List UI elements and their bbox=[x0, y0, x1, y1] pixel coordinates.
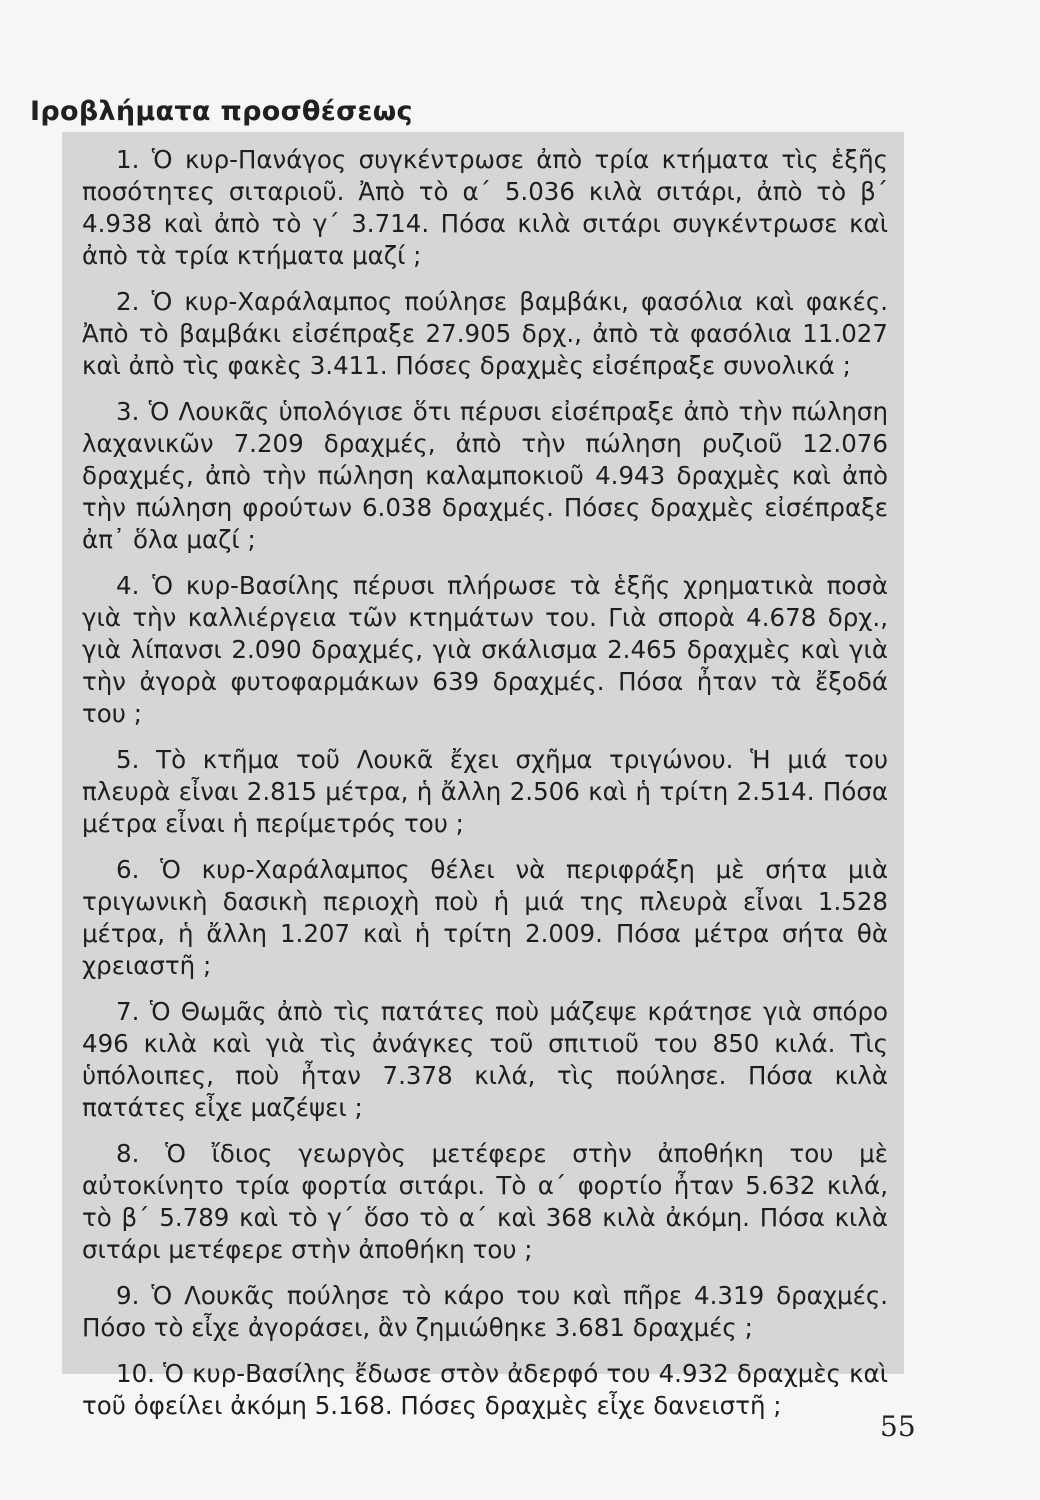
problems-panel bbox=[62, 132, 904, 1420]
problem-9 bbox=[82, 1280, 888, 1344]
problem-number: 4. bbox=[116, 571, 140, 600]
problem-4 bbox=[82, 570, 888, 730]
problem-text: Ὁ κυρ-Βασίλης ἔδωσε στὸν ἀδερφό του 4.932 δραχμὲς καὶ τοῦ ὀφείλει ἀκόμη 5.168. Πόσες δραχμὲς εἶχε δανειστῆ ; bbox=[82, 1359, 888, 1420]
page-number: 55 bbox=[880, 1410, 916, 1443]
problem-text: Ὁ κυρ-Βασίλης πέρυσι πλήρωσε τὰ ἑξῆς χρηματικὰ ποσὰ γιὰ τὴν καλλιέργεια τῶν κτημάτων του. Γιὰ σπορὰ 4.678 δρχ., γιὰ λίπανσι 2.090 δραχμές, γιὰ σκάλισμα 2.465 δραχμὲς καὶ γιὰ τὴν ἀγορὰ φυτοφαρμάκων 639 δραχμές. Πόσα ἦταν τὰ ἔξοδά του ; bbox=[82, 571, 888, 728]
problem-text: Ὁ Λουκᾶς ὑπολόγισε ὅτι πέρυσι εἰσέπραξε ἀπὸ τὴν πώληση λαχανικῶν 7.209 δραχμές, ἀπὸ τὴν πώληση ρυζιοῦ 12.076 δραχμές, ἀπὸ τὴν πώληση καλαμποκιοῦ 4.943 δραχμὲς καὶ ἀπὸ τὴν πώληση φρούτων 6.038 δραχμές. Πόσες δραχμὲς εἰσέπραξε ἀπ᾿ ὅλα μαζί ; bbox=[82, 397, 888, 554]
problem-text: Τὸ κτῆμα τοῦ Λουκᾶ ἔχει σχῆμα τριγώνου. Ἡ μιά του πλευρὰ εἶναι 2.815 μέτρα, ἡ ἄλλη 2.506 καὶ ἡ τρίτη 2.514. Πόσα μέτρα εἶναι ἡ περίμετρός του ; bbox=[82, 745, 888, 838]
problem-number: 3. bbox=[116, 397, 140, 426]
problem-text: Ὁ κυρ-Πανάγος συγκέντρωσε ἀπὸ τρία κτήματα τὶς ἑξῆς ποσότητες σιταριοῦ. Ἀπὸ τὸ α΄ 5.036 κιλὰ σιτάρι, ἀπὸ τὸ β΄ 4.938 καὶ ἀπὸ τὸ γ΄ 3.714. Πόσα κιλὰ σιτάρι συγκέντρωσε καὶ ἀπὸ τὰ τρία κτήματα μαζί ; bbox=[82, 145, 888, 270]
problem-5 bbox=[82, 744, 888, 840]
problem-8 bbox=[82, 1138, 888, 1266]
problem-3 bbox=[82, 396, 888, 556]
problem-text: Ὁ Θωμᾶς ἀπὸ τὶς πατάτες ποὺ μάζεψε κράτησε γιὰ σπόρο 496 κιλὰ καὶ γιὰ τὶς ἀνάγκες τοῦ σπιτιοῦ του 850 κιλά. Τὶς ὑπόλοιπες, ποὺ ἦταν 7.378 κιλά, τὶς πούλησε. Πόσα κιλὰ πατάτες εἶχε μαζέψει ; bbox=[82, 997, 888, 1122]
problem-text: Ὁ ἴδιος γεωργὸς μετέφερε στὴν ἀποθήκη του μὲ αὐτοκίνητο τρία φορτία σιτάρι. Τὸ α΄ φορτίο ἦταν 5.632 κιλά, τὸ β΄ 5.789 καὶ τὸ γ΄ ὅσο τὸ α΄ καὶ 368 κιλὰ ἀκόμη. Πόσα κιλὰ σιτάρι μετέφερε στὴν ἀποθήκη του ; bbox=[82, 1139, 888, 1264]
problem-number: 1. bbox=[116, 145, 140, 174]
problem-2 bbox=[82, 286, 888, 382]
problem-10 bbox=[82, 1358, 888, 1422]
page-heading: Ιροβλήματα προσθέσεως bbox=[30, 96, 413, 127]
problem-number: 2. bbox=[116, 287, 140, 316]
problem-number: 10. bbox=[116, 1359, 155, 1388]
problem-6 bbox=[82, 854, 888, 982]
problem-number: 6. bbox=[116, 855, 140, 884]
problem-text: Ὁ κυρ-Χαράλαμπος θέλει νὰ περιφράξη μὲ σήτα μιὰ τριγωνικὴ δασικὴ περιοχὴ ποὺ ἡ μιά της πλευρὰ εἶναι 1.528 μέτρα, ἡ ἄλλη 1.207 καὶ ἡ τρίτη 2.009. Πόσα μέτρα σήτα θὰ χρειαστῆ ; bbox=[82, 855, 888, 980]
problem-number: 7. bbox=[116, 997, 140, 1026]
problem-1 bbox=[82, 144, 888, 272]
problem-text: Ὁ Λουκᾶς πούλησε τὸ κάρο του καὶ πῆρε 4.319 δραχμές. Πόσο τὸ εἶχε ἀγοράσει, ἂν ζημιώθηκε 3.681 δραχμές ; bbox=[82, 1281, 888, 1342]
problem-7 bbox=[82, 996, 888, 1124]
problem-text: Ὁ κυρ-Χαράλαμπος πούλησε βαμβάκι, φασόλια καὶ φακές. Ἀπὸ τὸ βαμβάκι εἰσέπραξε 27.905 δρχ., ἀπὸ τὰ φασόλια 11.027 καὶ ἀπὸ τὶς φακὲς 3.411. Πόσες δραχμὲς εἰσέπραξε συνολικά ; bbox=[82, 287, 888, 380]
problem-number: 8. bbox=[116, 1139, 140, 1168]
problem-number: 9. bbox=[116, 1281, 140, 1310]
problem-number: 5. bbox=[116, 745, 140, 774]
